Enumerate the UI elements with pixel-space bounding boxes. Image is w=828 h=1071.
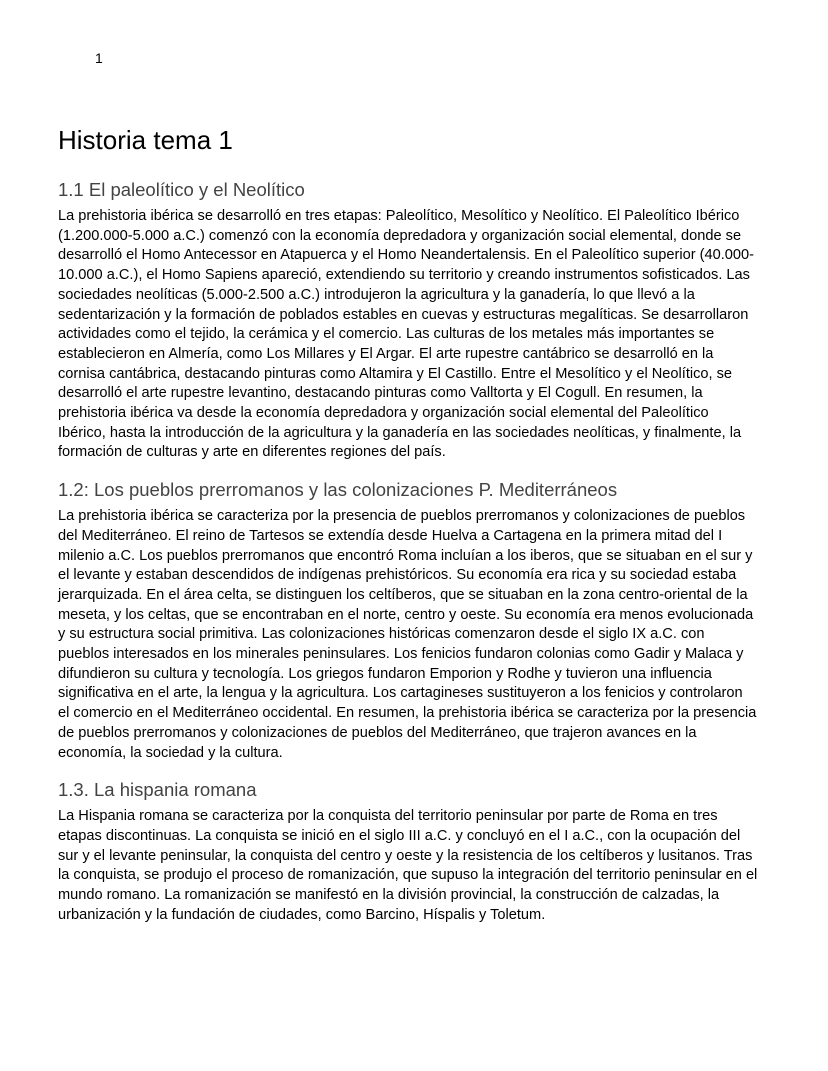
section-heading: 1.3. La hispania romana xyxy=(58,779,257,801)
section-hispania-romana xyxy=(58,778,758,925)
section-pueblos-prerromanos xyxy=(58,478,758,763)
section-heading: 1.2: Los pueblos prerromanos y las colonizaciones P. Mediterráneos xyxy=(58,479,618,501)
section-heading: 1.1 El paleolítico y el Neolítico xyxy=(58,179,305,200)
section-paragraph: La prehistoria ibérica se caracteriza por la presencia de pueblos prerromanos y colonizaciones de pueblos del Mediterráneo. El reino de Tartesos se extendía desde Huelva a Cartagena en la primera mitad del I milenio a.C. Los pueblos prerromanos que encontró Roma incluían a los iberos, que se situaban en el sur y el levante y estaban descendidos de indígenas prehistóricos. Su economía era rica y su sociedad estaba jerarquizada. En el área celta, se distinguen los celtíberos, que se situaban en la zona centro-oriental de la meseta, y los celtas, que se encontraban en el norte, centro y oeste. Su economía era menos evolucionada y su estructura social primitiva. Las colonizaciones históricas comenzaron desde el siglo IX a.C. con pueblos interesados en los minerales peninsulares. Los fenicios fundaron colonias como Gadir y Malaca y difundieron su cultura y tecnología. Los griegos fundaron Emporion y Rodhe y tuvieron una influencia significativa en el arte, la lengua y la agricultura. Los cartagineses sustituyeron a los fenicios y controlaron el comercio en el Mediterráneo occidental. En resumen, la prehistoria ibérica se caracteriza por la presencia de pueblos prerromanos y colonizaciones de pueblos del Mediterráneo, que trajeron avances en la economía, la sociedad y la cultura. xyxy=(58,508,757,761)
section-paleolitico-neolitico xyxy=(58,178,758,463)
page-number: 1 xyxy=(95,50,103,66)
section-paragraph: La Hispania romana se caracteriza por la conquista del territorio peninsular por parte de Roma en tres etapas discontinuas. La conquista se inició en el siglo III a.C. y concluyó en el I a.C., con la ocupación del sur y el levante peninsular, la conquista del centro y oeste y la resistencia de los celtíberos y lusitanos. Tras la conquista, se produjo el proceso de romanización, que supuso la integración del territorio peninsular en el mundo romano. La romanización se manifestó en la división provincial, la construcción de calzadas, la urbanización y la fundación de ciudades, como Barcino, Híspalis y Toletum. xyxy=(58,808,758,923)
document-body xyxy=(58,124,758,941)
section-paragraph: La prehistoria ibérica se desarrolló en tres etapas: Paleolítico, Mesolítico y Neolítico. El Paleolítico Ibérico (1.200.000-5.000 a.C.) comenzó con la economía depredadora y organización social elemental, donde se desarrolló el Homo Antecessor en Atapuerca y el Homo Neandertalensis. En el Paleolítico superior (40.000-10.000 a.C.), el Homo Sapiens apareció, extendiendo su territorio y creando instrumentos sofisticados. Las sociedades neolíticas (5.000-2.500 a.C.) introdujeron la agricultura y la ganadería, lo que llevó a la sedentarización y la formación de poblados estables en cuevas y estructuras megalíticas. Se desarrollaron actividades como el tejido, la cerámica y el comercio. Las culturas de los metales más importantes se establecieron en Almería, como Los Millares y El Argar. El arte rupestre cantábrico se desarrolló en la cornisa cantábrica, destacando pinturas como Altamira y El Castillo. Entre el Mesolítico y el Neolítico, se desarrolló el arte rupestre levantino, destacando pinturas como Valltorta y El Cogull. En resumen, la prehistoria ibérica va desde la economía depredadora y organización social elemental del Paleolítico Ibérico, hasta la introducción de la agricultura y la ganadería en las sociedades neolíticas, y finalmente, la formación de culturas y arte en diferentes regiones del país. xyxy=(58,208,755,461)
document-title: Historia tema 1 xyxy=(58,125,233,155)
